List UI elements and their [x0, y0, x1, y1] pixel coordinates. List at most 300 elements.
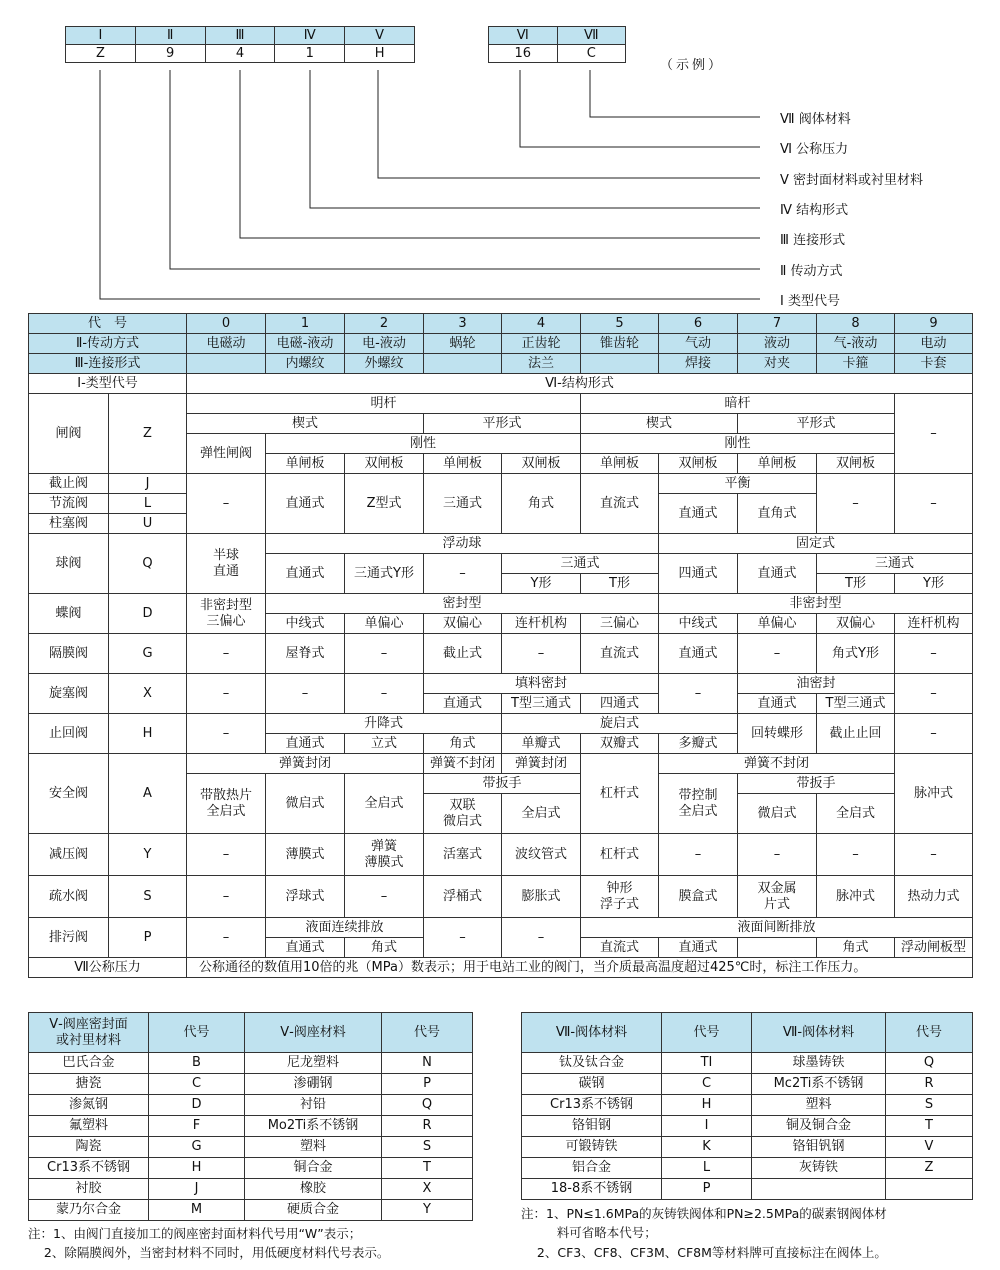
struct-cell: 单瓣式 — [502, 734, 581, 754]
body-cell: Q — [886, 1053, 973, 1074]
struct-cell: 直流式 — [581, 634, 659, 674]
seat-cell: Cr13系不锈钢 — [29, 1158, 149, 1179]
example-label: （示例） — [660, 58, 725, 73]
struct-cell: 平衡 — [659, 474, 817, 494]
body-cell: C — [662, 1074, 752, 1095]
seat-cell: S — [382, 1137, 473, 1158]
valve-name: 止回阀 — [29, 714, 109, 754]
struct-cell: 升降式 — [266, 714, 502, 734]
body-cell: V — [886, 1137, 973, 1158]
body-header: 代号 — [886, 1013, 973, 1053]
struct-cell: 回转蝶形 — [738, 714, 817, 754]
body-cell: 碳钢 — [522, 1074, 662, 1095]
code-header: Ⅲ — [205, 27, 275, 45]
seat-cell: 橡胶 — [245, 1179, 382, 1200]
seat-cell: Q — [382, 1095, 473, 1116]
struct-cell: 单闸板 — [581, 454, 659, 474]
struct-cell: – — [187, 634, 266, 674]
struct-cell: 薄膜式 — [266, 834, 345, 876]
body-cell: Mc2Ti系不锈钢 — [752, 1074, 886, 1095]
struct-cell: 单闸板 — [738, 454, 817, 474]
struct-cell: Z型式 — [345, 474, 424, 534]
struct-cell: – — [659, 834, 738, 876]
body-cell — [886, 1179, 973, 1200]
struct-cell: Y形 — [502, 574, 581, 594]
code-col: 0 — [187, 314, 266, 334]
struct-cell: 带扳手 — [424, 774, 581, 794]
legend-item-3: Ⅲ 连接形式 — [780, 233, 846, 248]
code-header: Ⅰ — [66, 27, 136, 45]
seat-cell: 尼龙塑料 — [245, 1053, 382, 1074]
struct-cell: 双金属 片式 — [738, 876, 817, 918]
struct-cell: 半球 直通 — [187, 534, 266, 594]
valve-name: 球阀 — [29, 534, 109, 594]
struct-cell: – — [424, 918, 502, 958]
seat-cell: C — [149, 1074, 245, 1095]
struct-cell: 直通式 — [659, 938, 738, 958]
struct-cell: 微启式 — [738, 794, 817, 834]
seat-cell: T — [382, 1158, 473, 1179]
struct-cell: 脉冲式 — [895, 754, 973, 834]
seat-cell: X — [382, 1179, 473, 1200]
struct-cell: – — [895, 394, 973, 474]
struct-cell: 直流式 — [581, 474, 659, 534]
struct-cell: – — [345, 674, 424, 714]
seat-cell: 搪瓷 — [29, 1074, 149, 1095]
struct-cell: – — [895, 714, 973, 754]
struct-cell: – — [187, 876, 266, 918]
body-cell: I — [662, 1116, 752, 1137]
body-header: 代号 — [662, 1013, 752, 1053]
seat-cell: 渗硼钢 — [245, 1074, 382, 1095]
conn-cell — [187, 354, 266, 374]
struct-cell: – — [345, 876, 424, 918]
valve-code: S — [109, 876, 187, 918]
body-cell: 可锻铸铁 — [522, 1137, 662, 1158]
struct-cell: 双偏心 — [817, 614, 895, 634]
leader-lines — [0, 0, 1000, 320]
struct-cell: 单闸板 — [424, 454, 502, 474]
seat-cell: 塑料 — [245, 1137, 382, 1158]
seat-material-table — [28, 1012, 473, 1221]
seat-cell: D — [149, 1095, 245, 1116]
struct-cell: 暗杆 — [581, 394, 895, 414]
struct-cell: 多瓣式 — [659, 734, 738, 754]
struct-cell: 连杆机构 — [502, 614, 581, 634]
struct-cell: – — [502, 918, 581, 958]
conn-cell: 法兰 — [502, 354, 581, 374]
seat-header: Ⅴ-阀座密封面 或衬里材料 — [29, 1013, 149, 1053]
drive-cell: 气动 — [659, 334, 738, 354]
struct-cell: 角式 — [817, 938, 895, 958]
struct-cell: 直流式 — [581, 938, 659, 958]
drive-cell: 正齿轮 — [502, 334, 581, 354]
seat-cell: Mo2Ti系不锈钢 — [245, 1116, 382, 1137]
body-cell: 灰铸铁 — [752, 1158, 886, 1179]
valve-name: 安全阀 — [29, 754, 109, 834]
code-value: Z — [66, 45, 136, 63]
valve-code: Z — [109, 394, 187, 474]
struct-cell: 双偏心 — [424, 614, 502, 634]
struct-cell: 直通式 — [266, 734, 345, 754]
seat-cell: Y — [382, 1200, 473, 1221]
struct-cell: – — [187, 918, 266, 958]
struct-cell: – — [738, 634, 817, 674]
struct-cell: 平形式 — [738, 414, 895, 434]
type-label: Ⅰ-类型代号 — [29, 374, 187, 394]
struct-cell: 立式 — [345, 734, 424, 754]
struct-cell: 连杆机构 — [895, 614, 973, 634]
struct-cell: 弹簧封闭 — [502, 754, 581, 774]
struct-cell: – — [659, 674, 738, 714]
struct-cell: 全启式 — [502, 794, 581, 834]
drive-cell: 气-液动 — [817, 334, 895, 354]
struct-cell: – — [424, 554, 502, 594]
struct-cell: 刚性 — [581, 434, 895, 454]
struct-cell: Y形 — [895, 574, 973, 594]
struct-cell: 双瓣式 — [581, 734, 659, 754]
leader-line-7 — [590, 70, 760, 117]
code-col: 9 — [895, 314, 973, 334]
body-cell: S — [886, 1095, 973, 1116]
struct-cell: 固定式 — [659, 534, 973, 554]
struct-cell: 双联 微启式 — [424, 794, 502, 834]
valve-code: Q — [109, 534, 187, 594]
struct-cell: 角式Y形 — [817, 634, 895, 674]
struct-cell: 截止式 — [424, 634, 502, 674]
struct-cell: 钟形 浮子式 — [581, 876, 659, 918]
valve-name: 疏水阀 — [29, 876, 109, 918]
struct-cell: 浮动闸板型 — [895, 938, 973, 958]
struct-cell: 全启式 — [817, 794, 895, 834]
body-cell: T — [886, 1116, 973, 1137]
struct-cell: 全启式 — [345, 774, 424, 834]
body-header: Ⅶ-阀体材料 — [752, 1013, 886, 1053]
struct-cell: 角式 — [345, 938, 424, 958]
code-header: Ⅱ — [135, 27, 205, 45]
seat-cell: 硬质合金 — [245, 1200, 382, 1221]
legend-item-7: Ⅶ 阀体材料 — [780, 112, 851, 127]
valve-code: J — [109, 474, 187, 494]
struct-cell: 脉冲式 — [817, 876, 895, 918]
drive-cell: 电动 — [895, 334, 973, 354]
struct-cell: – — [187, 674, 266, 714]
conn-cell: 卡箍 — [817, 354, 895, 374]
valve-code-table — [28, 313, 973, 978]
struct-cell: 截止止回 — [817, 714, 895, 754]
body-header: Ⅶ-阀体材料 — [522, 1013, 662, 1053]
struct-cell: T型三通式 — [502, 694, 581, 714]
struct-cell: – — [895, 674, 973, 714]
leader-line-1 — [100, 70, 760, 299]
body-cell: Cr13系不锈钢 — [522, 1095, 662, 1116]
leader-line-2 — [170, 70, 760, 269]
struct-label: Ⅵ-结构形式 — [187, 374, 973, 394]
struct-cell: 角式 — [502, 474, 581, 534]
seat-cell: 衬胶 — [29, 1179, 149, 1200]
struct-cell: 弹簧不封闭 — [659, 754, 895, 774]
valve-name: 排污阀 — [29, 918, 109, 958]
struct-cell: 浮球式 — [266, 876, 345, 918]
struct-cell: 单偏心 — [738, 614, 817, 634]
struct-cell: 明杆 — [187, 394, 581, 414]
valve-code: D — [109, 594, 187, 634]
struct-cell: 楔式 — [581, 414, 738, 434]
conn-cell: 对夹 — [738, 354, 817, 374]
code-header: Ⅴ — [345, 27, 415, 45]
valve-name: 柱塞阀 — [29, 514, 109, 534]
seat-header: Ⅴ-阀座材料 — [245, 1013, 382, 1053]
body-material-table — [521, 1012, 973, 1200]
struct-cell: 带散热片 全启式 — [187, 774, 266, 834]
struct-cell: 四通式 — [659, 554, 738, 594]
struct-cell: 三通式Y形 — [345, 554, 424, 594]
seat-header: 代号 — [149, 1013, 245, 1053]
body-cell: R — [886, 1074, 973, 1095]
struct-cell: 杠杆式 — [581, 834, 659, 876]
struct-cell: 三偏心 — [581, 614, 659, 634]
code-col: 3 — [424, 314, 502, 334]
code-col: 7 — [738, 314, 817, 334]
seat-cell: 陶瓷 — [29, 1137, 149, 1158]
valve-name: 节流阀 — [29, 494, 109, 514]
struct-cell: T形 — [817, 574, 895, 594]
body-cell: Z — [886, 1158, 973, 1179]
drive-cell: 锥齿轮 — [581, 334, 659, 354]
conn-cell: 外螺纹 — [345, 354, 424, 374]
struct-cell: 直通式 — [266, 474, 345, 534]
struct-cell: 液面间断排放 — [581, 918, 973, 938]
struct-cell: 热动力式 — [895, 876, 973, 918]
struct-cell: 带扳手 — [738, 774, 895, 794]
struct-cell: 三通式 — [817, 554, 973, 574]
code-header: Ⅵ — [489, 27, 558, 45]
legend-item-1: Ⅰ 类型代号 — [780, 294, 840, 309]
body-cell: P — [662, 1179, 752, 1200]
valve-name: 旋塞阀 — [29, 674, 109, 714]
seat-cell: M — [149, 1200, 245, 1221]
seat-cell: N — [382, 1053, 473, 1074]
struct-cell: T型三通式 — [817, 694, 895, 714]
valve-code: A — [109, 754, 187, 834]
valve-name: 减压阀 — [29, 834, 109, 876]
drive-cell: 电磁动 — [187, 334, 266, 354]
struct-cell: 膨胀式 — [502, 876, 581, 918]
body-cell: K — [662, 1137, 752, 1158]
seat-cell: 渗氮钢 — [29, 1095, 149, 1116]
struct-cell: 三通式 — [424, 474, 502, 534]
struct-cell: 四通式 — [581, 694, 659, 714]
struct-cell: 直通式 — [738, 694, 817, 714]
conn-cell — [581, 354, 659, 374]
body-note-1b: 料可省略本代号； — [521, 1225, 657, 1240]
valve-code: G — [109, 634, 187, 674]
body-cell: 铬钼钢 — [522, 1116, 662, 1137]
code-value: 16 — [489, 45, 558, 63]
pressure-text: 公称通径的数值用10倍的兆（MPa）数表示；用于电站工业的阀门，当介质最高温度超过425℃时，标注工作压力。 — [187, 958, 973, 978]
body-cell: 钛及钛合金 — [522, 1053, 662, 1074]
body-cell: L — [662, 1158, 752, 1179]
struct-cell: 楔式 — [187, 414, 424, 434]
struct-cell: 浮动球 — [266, 534, 659, 554]
code-col: 2 — [345, 314, 424, 334]
struct-cell: 中线式 — [659, 614, 738, 634]
valve-code: Y — [109, 834, 187, 876]
code-header: Ⅳ — [275, 27, 345, 45]
struct-cell: 弹簧不封闭 — [424, 754, 502, 774]
struct-cell: T形 — [581, 574, 659, 594]
conn-cell: 卡套 — [895, 354, 973, 374]
conn-cell: 焊接 — [659, 354, 738, 374]
struct-cell: 弹簧封闭 — [187, 754, 424, 774]
body-note-2: 2、CF3、CF8、CF3M、CF8M等材料牌可直接标注在阀体上。 — [521, 1245, 887, 1260]
body-cell — [752, 1179, 886, 1200]
codes-header: 代 号 — [29, 314, 187, 334]
code-col: 1 — [266, 314, 345, 334]
drive-cell: 液动 — [738, 334, 817, 354]
struct-cell: 双闸板 — [502, 454, 581, 474]
struct-cell: 三通式 — [502, 554, 659, 574]
struct-cell: 角式 — [424, 734, 502, 754]
code-header: Ⅶ — [557, 27, 626, 45]
struct-cell: 直通式 — [738, 554, 817, 594]
struct-cell: – — [895, 474, 973, 534]
code-col: 5 — [581, 314, 659, 334]
body-cell: 18-8系不锈钢 — [522, 1179, 662, 1200]
drive-cell: 电-液动 — [345, 334, 424, 354]
valve-code: H — [109, 714, 187, 754]
seat-cell: B — [149, 1053, 245, 1074]
legend-item-4: Ⅳ 结构形式 — [780, 203, 849, 218]
seat-cell: R — [382, 1116, 473, 1137]
struct-cell: 弹性闸阀 — [187, 434, 266, 474]
valve-code: L — [109, 494, 187, 514]
pressure-label: Ⅶ公称压力 — [29, 958, 187, 978]
leader-line-3 — [240, 70, 760, 238]
struct-cell: – — [895, 634, 973, 674]
body-cell: TI — [662, 1053, 752, 1074]
conn-label: Ⅲ-连接形式 — [29, 354, 187, 374]
struct-cell: – — [817, 834, 895, 876]
legend-item-2: Ⅱ 传动方式 — [780, 264, 843, 279]
body-note-1: 注：1、PN≤1.6MPa的灰铸铁阀体和PN≥2.5MPa的碳素钢阀体材 — [521, 1206, 887, 1221]
body-cell: 铜及铜合金 — [752, 1116, 886, 1137]
seat-cell: P — [382, 1074, 473, 1095]
struct-cell: – — [502, 634, 581, 674]
struct-cell: 直通式 — [424, 694, 502, 714]
struct-cell: 平形式 — [424, 414, 581, 434]
struct-cell: 双闸板 — [345, 454, 424, 474]
struct-cell: 单偏心 — [345, 614, 424, 634]
code-value: 9 — [135, 45, 205, 63]
struct-cell: 刚性 — [266, 434, 581, 454]
struct-cell: – — [187, 834, 266, 876]
struct-cell: 直通式 — [659, 494, 738, 534]
drive-cell: 蜗轮 — [424, 334, 502, 354]
struct-cell: 膜盒式 — [659, 876, 738, 918]
legend-item-5: Ⅴ 密封面材料或衬里材料 — [780, 173, 924, 188]
legend-item-6: Ⅵ 公称压力 — [780, 142, 849, 157]
struct-cell: – — [738, 834, 817, 876]
leader-line-5 — [378, 70, 760, 178]
struct-cell: 微启式 — [266, 774, 345, 834]
body-cell: H — [662, 1095, 752, 1116]
seat-cell: 铜合金 — [245, 1158, 382, 1179]
code-col: 4 — [502, 314, 581, 334]
valve-name: 蝶阀 — [29, 594, 109, 634]
valve-code: P — [109, 918, 187, 958]
leader-line-6 — [520, 70, 760, 147]
struct-cell: 双闸板 — [659, 454, 738, 474]
struct-cell: – — [187, 474, 266, 534]
seat-note-1: 注：1、由阀门直接加工的阀座密封面材料代号用“W”表示； — [28, 1226, 362, 1241]
seat-cell: 蒙乃尔合金 — [29, 1200, 149, 1221]
struct-cell: 非密封型 三偏心 — [187, 594, 266, 634]
body-cell: 球墨铸铁 — [752, 1053, 886, 1074]
struct-cell: – — [345, 634, 424, 674]
struct-cell: 带控制 全启式 — [659, 774, 738, 834]
struct-cell: 直通式 — [266, 938, 345, 958]
seat-cell: 衬铅 — [245, 1095, 382, 1116]
struct-cell: – — [187, 714, 266, 754]
code-value: 4 — [205, 45, 275, 63]
struct-cell: 杠杆式 — [581, 754, 659, 834]
struct-cell: – — [895, 834, 973, 876]
struct-cell: 波纹管式 — [502, 834, 581, 876]
drive-cell: 电磁-液动 — [266, 334, 345, 354]
valve-name: 闸阀 — [29, 394, 109, 474]
struct-cell: 屋脊式 — [266, 634, 345, 674]
conn-cell: 内螺纹 — [266, 354, 345, 374]
struct-cell: 直通式 — [266, 554, 345, 594]
struct-cell: 直通式 — [659, 634, 738, 674]
body-cell: 塑料 — [752, 1095, 886, 1116]
seat-cell: F — [149, 1116, 245, 1137]
struct-cell: 非密封型 — [659, 594, 973, 614]
body-cell: 铝合金 — [522, 1158, 662, 1179]
struct-cell: 液面连续排放 — [266, 918, 424, 938]
valve-name: 隔膜阀 — [29, 634, 109, 674]
code-col: 8 — [817, 314, 895, 334]
struct-cell: 单闸板 — [266, 454, 345, 474]
struct-cell: 双闸板 — [817, 454, 895, 474]
seat-cell: 巴氏合金 — [29, 1053, 149, 1074]
struct-cell: 直角式 — [738, 494, 817, 534]
code-col: 6 — [659, 314, 738, 334]
code-value: C — [557, 45, 626, 63]
struct-cell: 密封型 — [266, 594, 659, 614]
valve-code: U — [109, 514, 187, 534]
drive-label: Ⅱ-传动方式 — [29, 334, 187, 354]
struct-cell: – — [817, 474, 895, 534]
valve-code: X — [109, 674, 187, 714]
code-value: 1 — [275, 45, 345, 63]
struct-cell: 弹簧 薄膜式 — [345, 834, 424, 876]
seat-header: 代号 — [382, 1013, 473, 1053]
struct-cell: 中线式 — [266, 614, 345, 634]
conn-cell — [424, 354, 502, 374]
seat-cell: G — [149, 1137, 245, 1158]
struct-cell: 活塞式 — [424, 834, 502, 876]
seat-cell: 氟塑料 — [29, 1116, 149, 1137]
body-cell: 铬钼钒钢 — [752, 1137, 886, 1158]
seat-cell: J — [149, 1179, 245, 1200]
struct-cell: 油密封 — [738, 674, 895, 694]
valve-name: 截止阀 — [29, 474, 109, 494]
struct-cell: 旋启式 — [502, 714, 738, 734]
seat-cell: H — [149, 1158, 245, 1179]
seat-note-2: 2、除隔膜阀外，当密封材料不同时，用低硬度材料代号表示。 — [28, 1245, 390, 1260]
